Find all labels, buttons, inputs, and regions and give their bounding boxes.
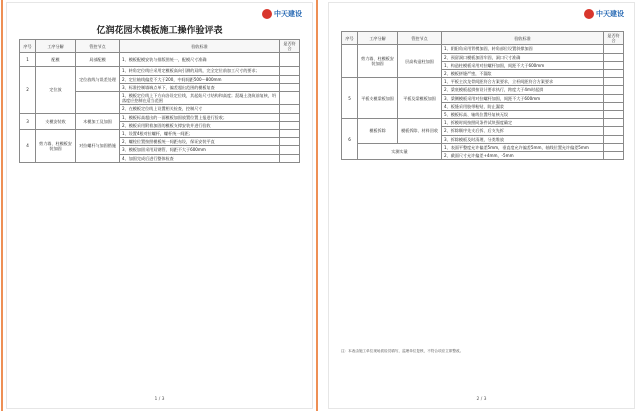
company-logo: 中天建设 <box>584 9 624 19</box>
table-row <box>342 78 624 86</box>
table-row <box>342 119 624 127</box>
row-number <box>342 45 358 78</box>
standard-cell: 3、拆除模板及时清理，分类堆放 <box>442 135 604 143</box>
standard-cell: 4、板缝采用胶带粘贴，防止漏浆 <box>442 102 604 110</box>
row-number: 1 <box>20 53 36 67</box>
standard-cell: 1、模板标高超出的一面模板加固放置位置上报进行验收； <box>120 113 280 121</box>
node-cell: 层高构造柱加固 <box>398 45 442 78</box>
standard-cell: 1、平板主次龙骨间距符合方案要求，立杆间距符合方案要求 <box>442 78 604 86</box>
process-cell: 定位放 <box>36 67 76 113</box>
col-header: 序号 <box>342 32 358 45</box>
inspection-table-left <box>19 39 300 163</box>
check-cell[interactable] <box>604 135 624 143</box>
node-cell: 平板及梁模板加固 <box>398 78 442 119</box>
check-cell[interactable] <box>280 121 300 129</box>
check-cell[interactable] <box>604 152 624 160</box>
standard-cell: 2、螺栓位置按照模板统一间距布设，保证安装平直 <box>120 138 280 146</box>
check-cell[interactable] <box>604 127 624 135</box>
table-row <box>20 130 300 138</box>
check-cell[interactable] <box>604 45 624 53</box>
check-cell[interactable] <box>280 130 300 138</box>
document-page-right <box>328 2 635 409</box>
right-accent-bar <box>316 0 318 411</box>
check-cell[interactable] <box>280 75 300 83</box>
logo-mark-icon <box>262 9 272 19</box>
check-cell[interactable] <box>280 154 300 162</box>
row-number: 6 <box>342 119 358 160</box>
check-cell[interactable] <box>604 86 624 94</box>
standard-cell: 2、截面尺寸允许偏差+4mm，-5mm <box>442 152 604 160</box>
page-title: 亿润花园木模板施工操作验评表 <box>96 26 223 36</box>
row-number: 4 <box>20 130 36 163</box>
check-cell[interactable] <box>280 53 300 67</box>
row-number: 3 <box>20 113 36 129</box>
check-cell[interactable] <box>280 146 300 154</box>
standard-cell: 1、设置4根对拉螺杆，螺杆统一间距； <box>120 130 280 138</box>
process-cell: 平板支模梁板加固 <box>358 78 398 119</box>
check-cell[interactable] <box>280 67 300 75</box>
check-cell[interactable] <box>280 92 300 105</box>
table-header-row <box>20 40 300 53</box>
standard-cell: 3、梁侧模板采用对拉螺杆加固，间距不大于600mm <box>442 94 604 102</box>
check-cell[interactable] <box>604 111 624 119</box>
node-cell: 对拉螺杆与加固措施 <box>76 130 120 163</box>
row-number: 5 <box>342 78 358 119</box>
check-cell[interactable] <box>604 78 624 86</box>
table-row <box>20 53 300 67</box>
node-cell: 木模加工及加固 <box>76 113 120 129</box>
check-cell[interactable] <box>280 138 300 146</box>
check-cell[interactable] <box>280 113 300 121</box>
standard-cell: 2、模板拼缝严密，不漏浆 <box>442 70 604 78</box>
standard-cell: 5、模板标高、轴线位置经复核无误 <box>442 111 604 119</box>
standard-cell: 2、模板采用附着加固的模板支撑安装并进行验收 <box>120 121 280 129</box>
table-row <box>342 143 624 151</box>
process-cell: 剪力墙、柱模板安装加固 <box>358 45 398 78</box>
process-cell: 配模 <box>36 53 76 67</box>
table-header-row <box>342 32 624 45</box>
table-row <box>20 67 300 75</box>
col-header: 验收标准 <box>442 32 604 45</box>
col-header: 管控节点 <box>76 40 120 53</box>
table-row <box>20 113 300 121</box>
row-number: 2 <box>20 67 36 113</box>
standard-cell: 3、模板加固采用双钢管，间距不大于600mm <box>120 146 280 154</box>
col-header: 工序分解 <box>36 40 76 53</box>
process-cell: 模板拆除 <box>358 119 398 144</box>
left-accent-bar <box>1 0 3 411</box>
standard-cell: 2、拆除顺序先支后拆、后支先拆 <box>442 127 604 135</box>
process-cell: 剪力墙、柱模板安装加固 <box>36 130 76 163</box>
check-cell[interactable] <box>604 102 624 110</box>
standard-cell: 1、构造柱模板采用对拉螺杆加固，间距不大于600mm <box>442 61 604 69</box>
standard-cell: 1、转角定位线应采用定模板高向引测的双线，完全定位前加工尺寸的要求； <box>120 67 280 75</box>
col-header: 序号 <box>20 40 36 53</box>
check-cell[interactable] <box>604 94 624 102</box>
process-cell: 支模安装收 <box>36 113 76 129</box>
check-cell[interactable] <box>604 53 624 61</box>
page-number: 1 / 3 <box>154 397 165 402</box>
standard-cell: 1、表面平整度允许偏差5mm，垂直度允许偏差5mm，轴线位置允许偏差5mm <box>442 143 604 151</box>
col-header: 是否符合 <box>604 32 624 45</box>
table-row <box>342 45 624 53</box>
document-page-left <box>6 2 313 409</box>
col-header: 验收标准 <box>120 40 280 53</box>
node-cell-empty <box>76 92 120 114</box>
standard-cell: 2、定位轴线偏差不大于200，中间间距500～800mm <box>120 75 280 83</box>
standard-cell: 2、在模板定位线上设置相关检查，控制尺寸 <box>120 105 280 113</box>
standard-cell: 4、加固完成后进行整体检查 <box>120 154 280 162</box>
standard-cell: 1、阴阳角采用背楞加固，转角部位设置斜撑加固 <box>442 45 604 53</box>
standard-cell: 3、标准控制墙端点单下，偏差超出范围的模板复查 <box>120 83 280 91</box>
check-cell[interactable] <box>604 119 624 127</box>
check-cell[interactable] <box>604 70 624 78</box>
node-cell: 实测实量 <box>358 143 442 159</box>
col-header: 工序分解 <box>358 32 398 45</box>
node-cell: 定位放线与误差处理 <box>76 67 120 92</box>
check-cell[interactable] <box>604 61 624 69</box>
col-header: 管控节点 <box>398 32 442 45</box>
node-cell: 局部配模 <box>76 53 120 67</box>
company-logo: 中天建设 <box>262 9 302 19</box>
standard-cell: 1、拆模时间按照同条件试块强度确定 <box>442 119 604 127</box>
standard-cell: 2、预留洞口模板加固牢固，洞口尺寸准确 <box>442 53 604 61</box>
check-cell[interactable] <box>280 105 300 113</box>
standard-cell: 1、模板配模安装与排版图统一，配模尺寸准确 <box>120 53 280 67</box>
standard-cell: 2、梁底模板起拱按设计要求执行，跨度大于4m时起拱 <box>442 86 604 94</box>
col-header: 是否符合 <box>280 40 300 53</box>
node-cell: 模板拆除、材料回收 <box>398 119 442 144</box>
standard-cell: 1、模板定位线上下方向各设定位线，其起始尺寸结构和高度；混凝土浇筑前复核，坍落度应控制在适当范围 <box>120 92 280 105</box>
footnote: 注：本表由施工单位现场质检员填写，监理单位复核，不符合项应立即整改。 <box>341 349 464 353</box>
inspection-table-right <box>341 31 624 160</box>
logo-mark-icon <box>584 9 594 19</box>
check-cell[interactable] <box>604 143 624 151</box>
check-cell[interactable] <box>280 83 300 91</box>
page-number: 2 / 3 <box>476 397 487 402</box>
